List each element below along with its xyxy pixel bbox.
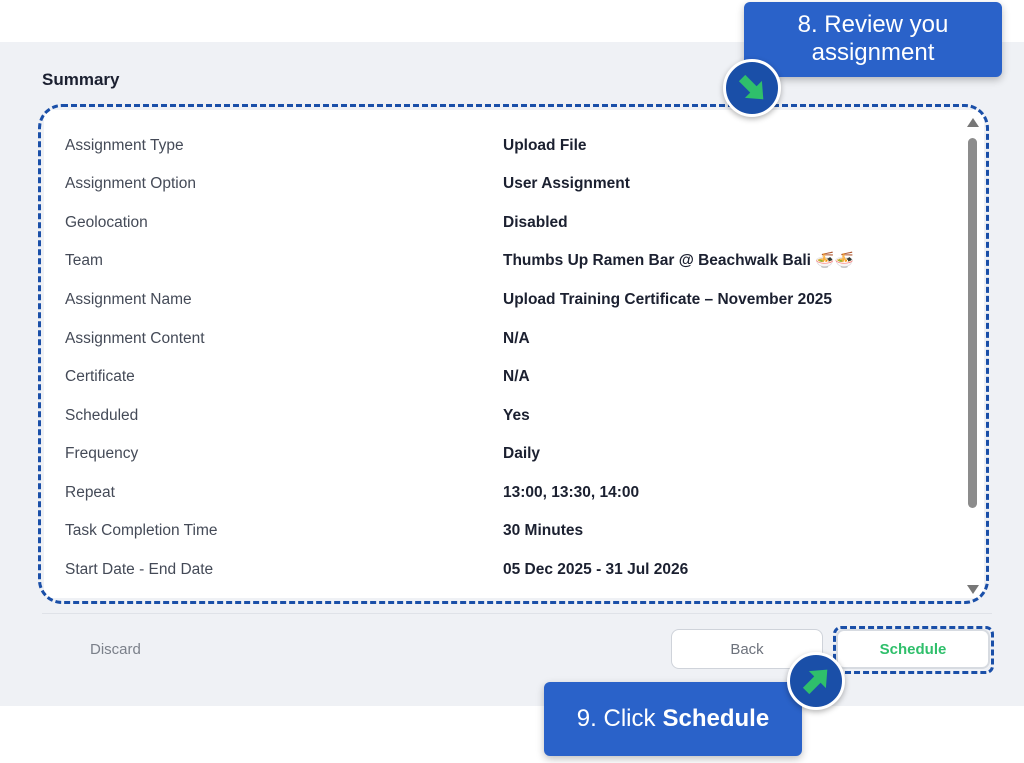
callout-line: assignment (811, 39, 935, 66)
row-label: Frequency (65, 445, 139, 462)
row-label: Scheduled (65, 407, 139, 424)
triangle-down-icon[interactable] (967, 585, 979, 594)
step-9-callout (544, 682, 802, 756)
row-value: 30 Minutes (503, 522, 584, 539)
step-8-callout (744, 2, 1002, 77)
row-label: Assignment Name (65, 291, 192, 308)
row-label: Assignment Content (65, 330, 205, 347)
arrow-down-left-icon (723, 59, 781, 117)
row-value: N/A (503, 368, 530, 385)
callout-line: 8. Review you (797, 11, 949, 38)
row-value: 05 Dec 2025 - 31 Jul 2026 (503, 561, 689, 578)
row-label: Assignment Type (65, 137, 184, 154)
summary-scrollbar[interactable] (966, 118, 980, 594)
row-value: Upload Training Certificate – November 2025 (503, 291, 833, 308)
arrow-up-right-icon (787, 652, 845, 710)
row-value: Upload File (503, 137, 587, 154)
row-value: N/A (503, 330, 530, 347)
row-label: Certificate (65, 368, 135, 385)
triangle-up-icon[interactable] (967, 118, 979, 127)
footer-divider (42, 613, 992, 614)
schedule-button[interactable]: Schedule (836, 629, 990, 669)
row-label: Task Completion Time (65, 522, 218, 539)
row-label: Repeat (65, 484, 115, 501)
scrollbar-thumb[interactable] (968, 138, 977, 508)
row-label: Team (65, 252, 103, 269)
callout-bold-text: Schedule (662, 705, 770, 732)
row-label: Start Date - End Date (65, 561, 214, 578)
back-button[interactable]: Back (671, 629, 823, 669)
row-value: 13:00, 13:30, 14:00 (503, 484, 640, 501)
row-value: User Assignment (503, 175, 630, 192)
row-value: Thumbs Up Ramen Bar @ Beachwalk Bali 🍜🍜 (503, 252, 854, 269)
discard-button[interactable]: Discard (90, 641, 141, 658)
row-value: Disabled (503, 214, 568, 231)
row-label: Assignment Option (65, 175, 196, 192)
summary-title: Summary (42, 70, 120, 89)
callout-text: 9. Click (576, 705, 656, 732)
row-value: Yes (503, 407, 530, 424)
row-value: Daily (503, 445, 541, 462)
row-label: Geolocation (65, 214, 148, 231)
